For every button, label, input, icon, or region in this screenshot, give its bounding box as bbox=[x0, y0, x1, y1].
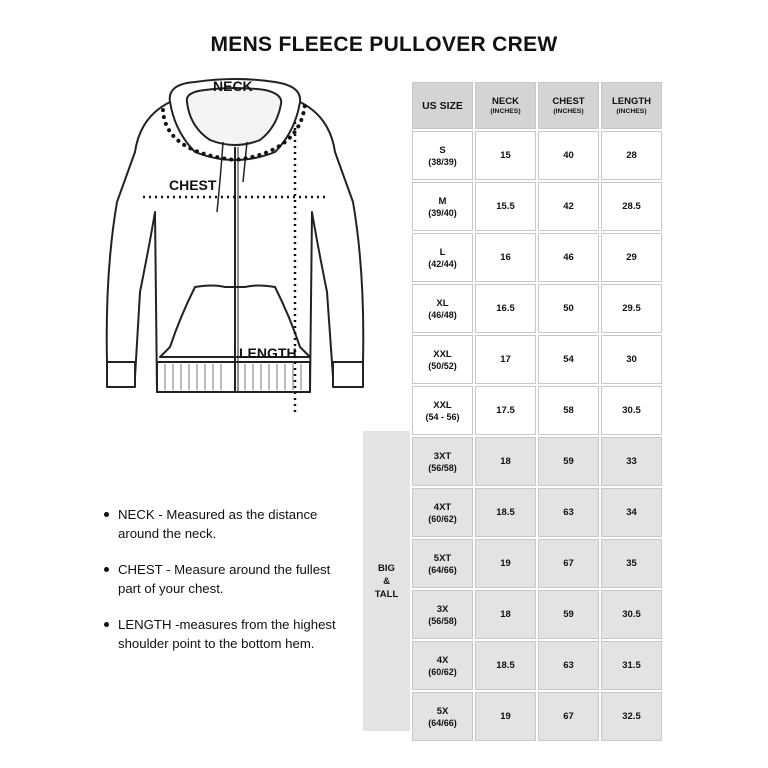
neck-cell: 15 bbox=[475, 131, 536, 180]
size-cell bbox=[412, 284, 473, 333]
size-label: XXL bbox=[433, 399, 452, 411]
table-row bbox=[412, 692, 662, 741]
length-cell: 28.5 bbox=[601, 182, 662, 231]
size-range: (64/66) bbox=[428, 564, 457, 575]
chest-cell: 40 bbox=[538, 131, 599, 180]
neck-cell: 18 bbox=[475, 590, 536, 639]
neck-cell: 18.5 bbox=[475, 641, 536, 690]
size-label: 4XT bbox=[433, 501, 452, 513]
table-header-row bbox=[412, 82, 662, 129]
note-chest: CHEST - Measure around the fullest part of your chest. bbox=[104, 560, 354, 598]
length-cell: 30.5 bbox=[601, 386, 662, 435]
table-row bbox=[412, 284, 662, 333]
length-cell: 35 bbox=[601, 539, 662, 588]
length-cell: 33 bbox=[601, 437, 662, 486]
size-range: (60/62) bbox=[428, 513, 457, 524]
size-label: 3XT bbox=[433, 450, 452, 462]
size-cell bbox=[412, 233, 473, 282]
chest-cell: 46 bbox=[538, 233, 599, 282]
neck-cell: 19 bbox=[475, 692, 536, 741]
neck-cell: 16.5 bbox=[475, 284, 536, 333]
size-label: XXL bbox=[433, 348, 452, 360]
size-cell bbox=[412, 386, 473, 435]
size-range: (54 - 56) bbox=[425, 411, 460, 422]
size-cell bbox=[412, 590, 473, 639]
size-range: (56/58) bbox=[428, 615, 457, 626]
table-row bbox=[412, 131, 662, 180]
chest-cell: 50 bbox=[538, 284, 599, 333]
header-neck bbox=[475, 82, 536, 129]
size-label: 5X bbox=[436, 705, 449, 717]
length-dimension-label: LENGTH bbox=[239, 345, 297, 361]
size-cell bbox=[412, 488, 473, 537]
neck-cell: 17.5 bbox=[475, 386, 536, 435]
header-length-unit: (INCHES) bbox=[616, 108, 647, 115]
size-label: 4X bbox=[436, 654, 449, 666]
hoodie-drawing bbox=[95, 72, 355, 422]
size-cell bbox=[412, 182, 473, 231]
big-tall-text: BIG & TALL bbox=[374, 563, 399, 600]
size-range: (50/52) bbox=[428, 360, 457, 371]
table-row bbox=[412, 488, 662, 537]
size-cell bbox=[412, 335, 473, 384]
chest-dimension-label: CHEST bbox=[169, 177, 217, 193]
chest-cell: 42 bbox=[538, 182, 599, 231]
size-label: L bbox=[439, 246, 446, 258]
table-row bbox=[412, 539, 662, 588]
neck-cell: 16 bbox=[475, 233, 536, 282]
neck-dimension-label: NECK bbox=[213, 78, 253, 94]
neck-cell: 18.5 bbox=[475, 488, 536, 537]
measurement-notes bbox=[104, 505, 354, 670]
length-cell: 32.5 bbox=[601, 692, 662, 741]
header-length bbox=[601, 82, 662, 129]
size-cell bbox=[412, 131, 473, 180]
length-cell: 28 bbox=[601, 131, 662, 180]
table-row bbox=[412, 233, 662, 282]
length-cell: 29.5 bbox=[601, 284, 662, 333]
chest-cell: 63 bbox=[538, 488, 599, 537]
length-cell: 29 bbox=[601, 233, 662, 282]
header-chest-unit: (INCHES) bbox=[553, 108, 584, 115]
length-cell: 30.5 bbox=[601, 590, 662, 639]
size-cell bbox=[412, 692, 473, 741]
length-cell: 34 bbox=[601, 488, 662, 537]
note-length: LENGTH -measures from the highest shoulder point to the bottom hem. bbox=[104, 615, 354, 653]
size-label: S bbox=[439, 144, 446, 156]
chest-cell: 67 bbox=[538, 692, 599, 741]
big-tall-label bbox=[363, 562, 410, 601]
size-label: 5XT bbox=[433, 552, 452, 564]
neck-cell: 18 bbox=[475, 437, 536, 486]
hoodie-illustration bbox=[95, 72, 355, 422]
size-range: (38/39) bbox=[428, 156, 457, 167]
table-row bbox=[412, 641, 662, 690]
size-label: XL bbox=[436, 297, 449, 309]
size-label: 3X bbox=[436, 603, 449, 615]
size-range: (64/66) bbox=[428, 717, 457, 728]
chest-cell: 58 bbox=[538, 386, 599, 435]
size-cell bbox=[412, 539, 473, 588]
header-neck-unit: (INCHES) bbox=[490, 108, 521, 115]
chest-cell: 59 bbox=[538, 437, 599, 486]
size-range: (42/44) bbox=[428, 258, 457, 269]
header-us-size-label: US SIZE bbox=[422, 99, 463, 112]
size-label: M bbox=[438, 195, 447, 207]
header-length-label: LENGTH bbox=[611, 96, 652, 107]
chest-cell: 54 bbox=[538, 335, 599, 384]
chest-cell: 67 bbox=[538, 539, 599, 588]
neck-cell: 17 bbox=[475, 335, 536, 384]
page-title: MENS FLEECE PULLOVER CREW bbox=[210, 33, 558, 56]
size-rows bbox=[412, 131, 662, 741]
size-cell bbox=[412, 641, 473, 690]
size-range: (39/40) bbox=[428, 207, 457, 218]
table-row bbox=[412, 182, 662, 231]
chest-cell: 59 bbox=[538, 590, 599, 639]
chest-cell: 63 bbox=[538, 641, 599, 690]
size-cell bbox=[412, 437, 473, 486]
length-cell: 31.5 bbox=[601, 641, 662, 690]
size-range: (46/48) bbox=[428, 309, 457, 320]
table-row bbox=[412, 386, 662, 435]
table-row bbox=[412, 437, 662, 486]
neck-cell: 19 bbox=[475, 539, 536, 588]
note-neck: NECK - Measured as the distance around the neck. bbox=[104, 505, 354, 543]
length-cell: 30 bbox=[601, 335, 662, 384]
size-range: (60/62) bbox=[428, 666, 457, 677]
header-us-size bbox=[412, 82, 473, 129]
header-chest-label: CHEST bbox=[552, 96, 585, 107]
size-range: (56/58) bbox=[428, 462, 457, 473]
neck-cell: 15.5 bbox=[475, 182, 536, 231]
header-chest bbox=[538, 82, 599, 129]
table-row bbox=[412, 590, 662, 639]
header-neck-label: NECK bbox=[492, 96, 519, 107]
size-chart-table bbox=[410, 80, 664, 743]
table-row bbox=[412, 335, 662, 384]
